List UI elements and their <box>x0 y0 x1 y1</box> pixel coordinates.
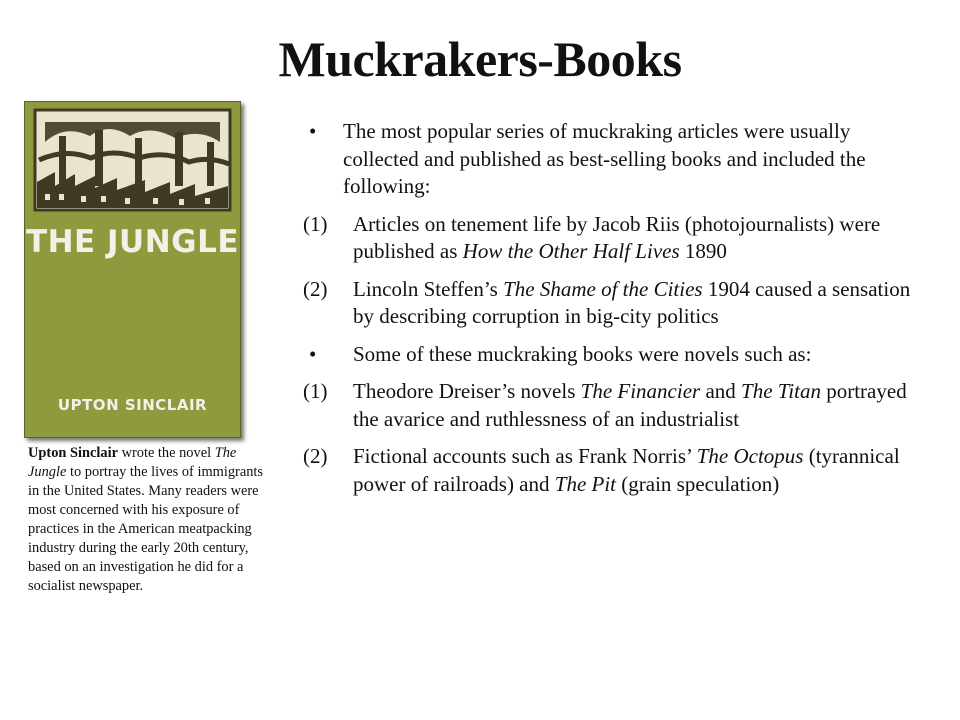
bullet-text: The most popular series of muckraking articles were usually collected and published as best-selling books and included the following: <box>343 119 866 198</box>
book-cover-author: UPTON SINCLAIR <box>57 396 208 414</box>
slide-title: Muckrakers-Books <box>278 31 682 87</box>
number-marker: (2) <box>303 276 328 301</box>
caption-text-pre: wrote the novel <box>117 445 215 461</box>
item-text-post: (grain speculation) <box>616 471 780 496</box>
number-marker: (1) <box>303 211 328 236</box>
book-cover-image <box>24 101 241 438</box>
numbered-item-steffens <box>303 276 923 331</box>
bullet-marker: • <box>309 341 317 366</box>
item-text-pre: Fictional accounts such as Frank Norris’ <box>353 444 697 468</box>
book-title-the-financier: The Financier <box>580 379 701 403</box>
factory-skyline-illustration <box>25 102 240 437</box>
bullet-item-intro <box>303 118 923 201</box>
book-cover-title: THE JUNGLE <box>25 224 240 260</box>
book-title-the-pit: The Pit <box>554 471 617 496</box>
book-title-the-octopus: The Octopus <box>696 444 804 468</box>
bullet-item-novels <box>303 341 923 369</box>
book-title-how-the-other-half-lives: How the Other Half Lives <box>462 239 680 263</box>
caption-author-name: Upton Sinclair <box>28 445 118 461</box>
item-text-post: 1890 <box>679 239 727 263</box>
item-text-mid: (tyrannical power of railroads) and <box>353 444 900 496</box>
numbered-item-norris <box>303 443 923 498</box>
bullet-list <box>303 118 923 508</box>
numbered-item-dreiser <box>303 378 923 433</box>
item-text-pre: Articles on tenement life by Jacob Riis (photojournalists) were published as <box>353 211 881 263</box>
item-text-post: 1904 caused a sensation by describing corruption in big-city politics <box>353 276 911 328</box>
book-title-the-titan: The Titan <box>741 379 821 403</box>
image-caption <box>28 444 268 596</box>
item-text-pre: Theodore Dreiser’s novels <box>353 379 581 403</box>
item-text-pre: Lincoln Steffen’s <box>353 276 504 301</box>
number-marker: (2) <box>303 444 328 468</box>
item-text-mid: and <box>700 379 742 403</box>
bullet-marker: • <box>309 119 317 143</box>
bullet-text: Some of these muckraking books were novels such as: <box>353 341 812 366</box>
item-text-post: portrayed the avarice and ruthlessness of an industrialist <box>353 379 907 431</box>
numbered-item-riis <box>303 211 923 266</box>
number-marker: (1) <box>303 379 328 403</box>
book-title-shame-of-the-cities: The Shame of the Cities <box>503 276 703 301</box>
caption-book-title: The Jungle <box>28 445 237 480</box>
caption-text-post: to portray the lives of immigrants in the United States. Many readers were most concerned with his exposure of practices in the American meatpacking industry during the early 20th century, based on an investigation he did for a socialist newspaper. <box>28 464 263 594</box>
